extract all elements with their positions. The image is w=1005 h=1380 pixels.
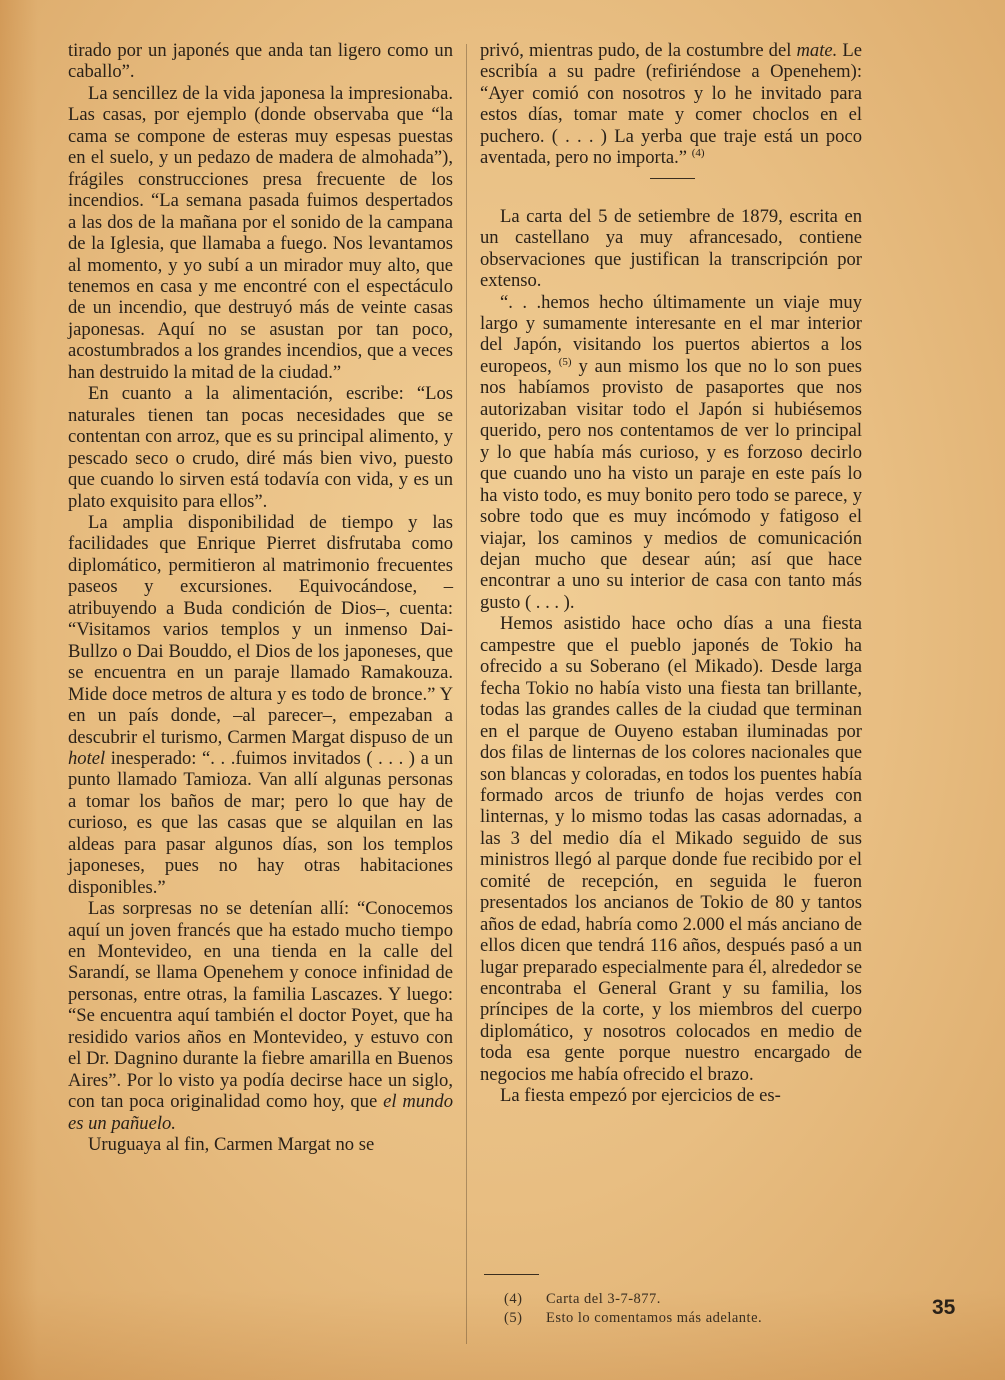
- paragraph: En cuanto a la alimentación, escribe: “Los naturales tienen tan pocas necesidades que se contentan con arroz, que es su principal alimento, y pescado seco o crudo, diré más bien vivo, puesto que cuando lo sirven está todavía con vida, y es un plato exquisito para ellos”.: [68, 383, 453, 512]
- footnote-number: (4): [504, 1291, 523, 1307]
- text-span: Las sorpresas no se detenían allí: “Conocemos aquí un joven francés que ha estado mucho tiempo en Montevideo, en una tienda en la calle del Sarandí, se llama Openehem y conoce infinidad de personas, entre otras, la familia Lascazes. Y luego: “Se encuentra aquí también el doctor Poyet, que ha residido varios años en Montevideo, y estuvo con el Dr. Dagnino durante la fiebre amarilla en Buenos Aires”. Por lo visto ya podía decirse hace un siglo, con tan poca originalidad como hoy, que: [68, 898, 453, 1113]
- italic-phrase: el mundo es un pañuelo.: [68, 1091, 453, 1134]
- text-span: y aun mismo los que no lo son pues nos habíamos provisto de pasaportes que nos autorizaban visitar todo el Japón si hubiésemos querido, pero nos contentamos de ver lo principal y lo que había más curioso, y es forzoso decirlo que cuando uno ha visto un paraje en este país lo ha visto todo, es muy bonito pero todo se parece, y sobre todo que es muy incómodo y fatigoso el viajar, los caminos y medios de comunicación dejan mucho que desear aún; así que hace encontrar a uno su interior de casa con tanto más gusto ( . . . ).: [480, 355, 862, 613]
- paragraph: [480, 292, 862, 614]
- italic-word-mate: mate.: [796, 40, 838, 61]
- footnote: [504, 1309, 884, 1328]
- spacer: [480, 179, 862, 206]
- footnotes: [504, 1290, 884, 1328]
- text-span: Le escribía a su padre (refiriéndose a Openehem): “Ayer comió con nosotros y lo he invitado para estos días, tomar mate y comer choclos en el puchero. ( . . . ) La yerba que traje está un poco aventada, pero no importa.”: [480, 40, 862, 169]
- paragraph: La fiesta empezó por ejercicios de es-: [500, 1085, 781, 1107]
- page-number: 35: [932, 1296, 956, 1319]
- footnote-divider: [484, 1274, 539, 1275]
- footnote-ref: (4): [691, 147, 705, 160]
- footnote-number: (5): [504, 1310, 523, 1326]
- left-column: [68, 40, 453, 1156]
- paragraph: La sencillez de la vida japonesa la impresionaba. Las casas, por ejemplo (donde observaba que “la cama se compone de esteras muy espesas puestas en el suelo, y un pedazo de madera de almohada”), frágiles construcciones presa frecuente de los incendios. “La semana pasada fuimos despertados a las dos de la mañana por el sonido de la campana de la Iglesia, que llamaba a fuego. Nos levantamos al momento, y yo subí a un mirador muy alto, que tenemos en casa y me encontré con el espectáculo de un incendio, que destruyó más de veinte casas japonesas. Aquí no se asustan por tan poco, acostumbrados a los grandes incendios, que a veces han destruido la mitad de la ciudad.”: [68, 82, 453, 383]
- text-span: La amplia disponibilidad de tiempo y las facilidades que Enrique Pierret disfrutaba como diplomático, permitieron al matrimonio frecuentes paseos y excursiones. Equivocándose, –atribuyendo a Buda condición de Dios–, cuenta: “Visitamos varios templos y un inmenso Dai-Bullzo o Dai Bouddo, el Dios de los japoneses, que se encuentra en un paraje llamado Ramakouza. Mide doce metros de altura y es todo de bronce.” Y en un país donde, –al parecer–, empezaban a descubrir el turismo, Carmen Margat dispuso de un: [68, 511, 453, 748]
- column-separator: [466, 44, 467, 1344]
- text-span: “. . .hemos hecho últimamente un viaje muy largo y sumamente interesante en el mar interior del Japón, visitando los puertos abiertos a los europeos,: [480, 291, 862, 377]
- paragraph: Hemos asistido hace ocho días a una fiesta campestre que el pueblo japonés de Tokio ha ofrecido a su Soberano (el Mikado). Desde larga fecha Tokio no había visto una fiesta tan brillante, todas las grandes calles de la ciudad que terminan en el parque de Ouyeno estaban iluminadas por dos filas de linternas de los colores nacionales que son blancas y coloradas, en todos los puentes había formado arcos de triunfo de hojas verdes con linternas, y lo mismo todas las casas adornadas, a las 3 del medio día el Mikado seguido de sus ministros llegó al parque donde fue recibido por el comité de recepción, en seguida le fueron presentados los ancianos de Tokio de 80 y tantos años de edad, habría como 2.000 el más anciano de ellos dicen que tendrá 116 años, después pasó a un lugar preparado especialmente para él, alrededor se encontraba el General Grant y su familia, los príncipes de la corte, y los miembros del cuerpo diplomático, y nosotros colocados en medio de toda esa gente porque nuestro encargado de negocios me había ofrecido el brazo.: [480, 613, 862, 1085]
- paragraph: [480, 40, 862, 169]
- paragraph: tirado por un japonés que anda tan ligero como un caballo”.: [68, 40, 453, 83]
- paragraph: [68, 898, 453, 1134]
- paragraph: La carta del 5 de setiembre de 1879, escrita en un castellano ya muy afrancesado, contiene observaciones que justifican la transcripción por extenso.: [480, 205, 862, 292]
- italic-word-hotel: hotel: [68, 747, 106, 769]
- text-span: privó, mientras pudo, de la costumbre del: [480, 40, 792, 61]
- footnote-text: Esto lo comentamos más adelante.: [546, 1310, 763, 1326]
- footnote-text: Carta del 3-7-877.: [546, 1291, 661, 1307]
- text-span: inesperado: “. . .fuimos invitados ( . . . ) a un punto llamado Tamioza. Van allí algunas personas a tomar los baños de mar; pero lo que hay de curioso, es que las casas que se alquilan en las aldeas para pasar algunos días, son los templos japoneses, pues no hay otras habitaciones disponibles.”: [68, 747, 453, 898]
- footnote: [504, 1290, 884, 1309]
- paragraph: Uruguaya al fin, Carmen Margat no se: [88, 1134, 375, 1156]
- right-column: [480, 40, 862, 1107]
- footnote-ref: (5): [558, 355, 572, 368]
- paragraph: [68, 512, 453, 898]
